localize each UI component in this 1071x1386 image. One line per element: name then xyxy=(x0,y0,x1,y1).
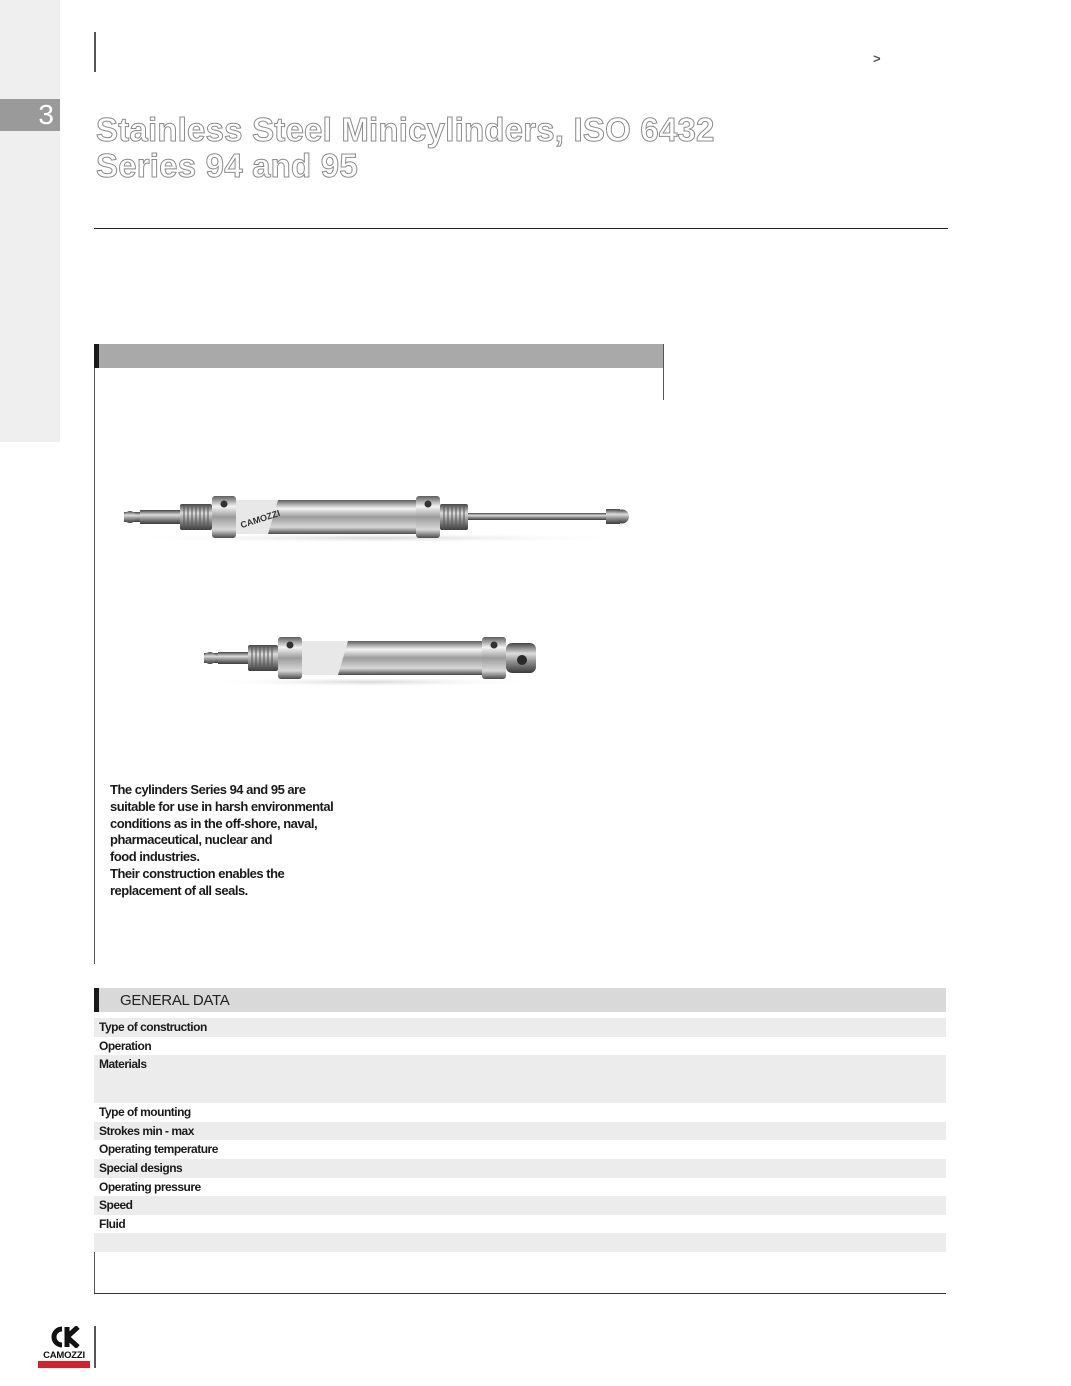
panel-left-border xyxy=(94,368,95,964)
product-panel-header xyxy=(94,344,664,368)
panel-right-border xyxy=(663,344,664,400)
cylinder-series-94-image xyxy=(118,488,638,548)
cylinder-series-95-image xyxy=(200,632,545,690)
general-data-accent xyxy=(94,988,99,1012)
table-row-operation: Operation xyxy=(99,1038,152,1053)
general-data-title: GENERAL DATA xyxy=(120,992,230,1009)
table-row-operating-temperature: Operating temperature xyxy=(99,1142,218,1157)
description-line: Their construction enables the xyxy=(110,865,285,881)
description-line: replacement of all seals. xyxy=(110,882,248,898)
logo-wordmark: CAMOZZI xyxy=(43,1350,85,1361)
product-panel-accent xyxy=(94,344,99,368)
product-description xyxy=(110,782,380,900)
footer-divider xyxy=(94,1326,96,1368)
page-title-line2: Series 94 and 95 xyxy=(96,147,358,184)
table-row-speed: Speed xyxy=(94,1196,946,1215)
description-line: conditions as in the off-shore, naval, xyxy=(110,815,318,831)
table-left-border xyxy=(94,1252,95,1293)
title-rule xyxy=(94,228,948,229)
table-row-type-of-construction: Type of construction xyxy=(94,1018,946,1037)
chapter-tab[interactable]: 3 xyxy=(0,99,60,131)
camozzi-logo xyxy=(38,1326,90,1368)
description-line: suitable for use in harsh environmental xyxy=(110,798,334,814)
table-row-empty xyxy=(94,1233,946,1252)
next-page-arrow[interactable]: > xyxy=(873,51,881,66)
general-data-table xyxy=(94,1018,946,1252)
table-row-special-designs: Special designs xyxy=(94,1159,946,1178)
page-title-line1: Stainless Steel Minicylinders, ISO 6432 xyxy=(96,111,715,148)
table-row-type-of-mounting: Type of mounting xyxy=(99,1105,191,1120)
page-title xyxy=(96,112,715,184)
description-line: pharmaceutical, nuclear and xyxy=(110,832,273,848)
brand-label: CAMOZZI xyxy=(239,507,282,531)
camozzi-logo-mark-icon xyxy=(48,1326,80,1348)
logo-red-bar xyxy=(38,1361,90,1368)
table-row-materials: Materials xyxy=(94,1055,946,1103)
table-row-fluid: Fluid xyxy=(99,1216,126,1231)
table-bottom-rule xyxy=(94,1293,946,1294)
side-strip xyxy=(0,0,60,442)
header-divider xyxy=(94,32,96,72)
table-row-operating-pressure: Operating pressure xyxy=(99,1179,201,1194)
description-line: The cylinders Series 94 and 95 are xyxy=(110,782,306,797)
table-row-strokes: Strokes min - max xyxy=(94,1122,946,1141)
description-line: food industries. xyxy=(110,849,200,865)
